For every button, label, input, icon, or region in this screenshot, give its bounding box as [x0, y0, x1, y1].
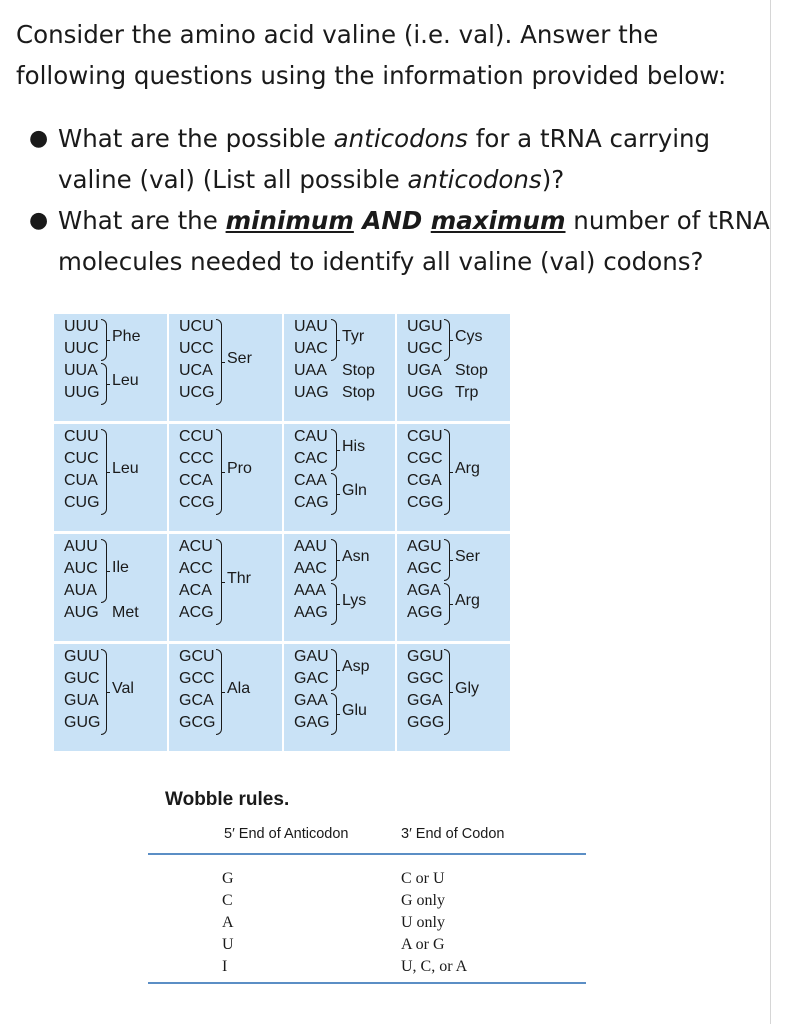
codon-label: UCG — [179, 384, 215, 401]
emphasis-and: AND — [353, 206, 431, 235]
bracket-tip — [106, 472, 110, 473]
codon-label: GAU — [294, 648, 329, 665]
amino-acid-bracket — [444, 583, 450, 625]
question-bullet-min-max — [0, 200, 770, 282]
codon-label: GGU — [407, 648, 444, 665]
codon-label: AUA — [64, 582, 97, 599]
codon-label: GCC — [179, 670, 215, 687]
codon-label: GGA — [407, 692, 443, 709]
amino-acid-bracket — [101, 649, 107, 735]
codon-label: GAC — [294, 670, 329, 687]
amino-acid-label: Ile — [112, 559, 129, 576]
codon-label: UUC — [64, 340, 99, 357]
amino-acid-inline-label: Met — [112, 604, 139, 621]
wobble-codon-pairing: G only — [401, 892, 445, 909]
text: for a tRNA carrying valine (val) (List all possible — [58, 124, 711, 194]
amino-acid-label: Val — [112, 680, 134, 697]
codon-label: CAU — [294, 428, 328, 445]
amino-acid-bracket — [444, 649, 450, 735]
codon-label: AGA — [407, 582, 441, 599]
codon-label: GUA — [64, 692, 99, 709]
codon-label: CUC — [64, 450, 99, 467]
codon-label: GCA — [179, 692, 214, 709]
wobble-codon-pairing: C or U — [401, 870, 445, 887]
wobble-header-anticodon: 5′ End of Anticodon — [224, 826, 349, 842]
bracket-tip — [336, 604, 340, 605]
wobble-bottom-rule — [148, 982, 586, 984]
amino-acid-bracket — [331, 693, 337, 735]
codon-label: UUG — [64, 384, 100, 401]
bracket-tip — [221, 362, 225, 363]
amino-acid-bracket — [444, 429, 450, 515]
amino-acid-label: Phe — [112, 328, 141, 345]
text: )? — [541, 165, 565, 194]
text: What are the possible — [58, 124, 334, 153]
codon-label: UGC — [407, 340, 443, 357]
bracket-tip — [336, 494, 340, 495]
codon-label: GAG — [294, 714, 330, 731]
bracket-tip — [449, 340, 453, 341]
codon-label: UGU — [407, 318, 443, 335]
emphasis-anticodons: anticodons — [407, 165, 542, 194]
question-list — [0, 118, 770, 282]
codon-label: GUU — [64, 648, 100, 665]
codon-label: UGA — [407, 362, 442, 379]
codon-label: AGU — [407, 538, 442, 555]
bracket-tip — [221, 692, 225, 693]
bracket-tip — [449, 560, 453, 561]
codon-label: CCU — [179, 428, 214, 445]
amino-acid-bracket — [216, 319, 222, 405]
codon-label: UCC — [179, 340, 214, 357]
codon-label: UCA — [179, 362, 213, 379]
codon-label: AAC — [294, 560, 327, 577]
emphasis-maximum: maximum — [430, 206, 566, 235]
bracket-tip — [221, 472, 225, 473]
amino-acid-label: Thr — [227, 570, 251, 587]
amino-acid-bracket — [331, 649, 337, 691]
codon-label: CGA — [407, 472, 442, 489]
wobble-anticodon-column — [222, 868, 234, 978]
codon-label: AAA — [294, 582, 327, 599]
codon-label: ACA — [179, 582, 212, 599]
amino-acid-inline-label: Stop — [455, 362, 488, 379]
codon-table — [54, 314, 510, 745]
codon-label: GCG — [179, 714, 216, 731]
codon-label: GAA — [294, 692, 328, 709]
bullet-dot-icon: ● — [29, 208, 49, 233]
amino-acid-inline-label: Stop — [342, 362, 375, 379]
amino-acid-label: Ser — [227, 350, 252, 367]
amino-acid-bracket — [331, 583, 337, 625]
amino-acid-label: Leu — [112, 460, 139, 477]
wobble-anticodon-base: I — [222, 958, 228, 975]
amino-acid-label: Pro — [227, 460, 252, 477]
amino-acid-inline-label: Trp — [455, 384, 479, 401]
amino-acid-bracket — [101, 319, 107, 361]
bracket-tip — [106, 340, 110, 341]
amino-acid-bracket — [101, 539, 107, 603]
amino-acid-label: Tyr — [342, 328, 365, 345]
bracket-tip — [449, 692, 453, 693]
codon-label: GCU — [179, 648, 215, 665]
codon-label: AGC — [407, 560, 442, 577]
amino-acid-bracket — [216, 539, 222, 625]
wobble-anticodon-base: A — [222, 914, 234, 931]
text: What are the — [58, 206, 226, 235]
wobble-title: Wobble rules. — [165, 789, 290, 810]
wobble-anticodon-base: G — [222, 870, 234, 887]
amino-acid-label: Ser — [455, 548, 480, 565]
page-right-border — [770, 0, 771, 1024]
bracket-tip — [449, 472, 453, 473]
bracket-tip — [336, 714, 340, 715]
amino-acid-label: Ala — [227, 680, 251, 697]
codon-label: AUG — [64, 604, 99, 621]
codon-label: CGC — [407, 450, 443, 467]
amino-acid-bracket — [444, 319, 450, 361]
codon-label: GGC — [407, 670, 444, 687]
codon-label: CCC — [179, 450, 214, 467]
amino-acid-label: Cys — [455, 328, 483, 345]
text: number of tRNA molecules needed to identify all valine (val) codons? — [58, 206, 770, 276]
codon-label: CAA — [294, 472, 327, 489]
bracket-tip — [449, 604, 453, 605]
bracket-tip — [106, 384, 110, 385]
codon-label: UCU — [179, 318, 214, 335]
amino-acid-label: Arg — [455, 460, 480, 477]
bracket-tip — [336, 340, 340, 341]
amino-acid-bracket — [101, 363, 107, 405]
amino-acid-bracket — [331, 473, 337, 515]
wobble-codon-pairing: A or G — [401, 936, 445, 953]
amino-acid-bracket — [101, 429, 107, 515]
codon-label: CCG — [179, 494, 215, 511]
codon-label: CCA — [179, 472, 213, 489]
amino-acid-bracket — [331, 539, 337, 581]
amino-acid-label: Leu — [112, 372, 139, 389]
bracket-tip — [336, 450, 340, 451]
codon-label: UGG — [407, 384, 444, 401]
bullet-dot-icon: ● — [29, 126, 49, 151]
codon-label: UAG — [294, 384, 329, 401]
codon-label: AAG — [294, 604, 328, 621]
codon-label: UUU — [64, 318, 99, 335]
codon-label: CUU — [64, 428, 99, 445]
wobble-codon-column — [401, 868, 467, 978]
wobble-codon-pairing: U, C, or A — [401, 958, 468, 975]
amino-acid-label: His — [342, 438, 366, 455]
codon-label: UUA — [64, 362, 98, 379]
amino-acid-label: Glu — [342, 702, 367, 719]
codon-label: CGU — [407, 428, 443, 445]
codon-label: AAU — [294, 538, 327, 555]
amino-acid-label: Lys — [342, 592, 367, 609]
wobble-codon-pairing: U only — [401, 914, 445, 931]
amino-acid-bracket — [216, 429, 222, 515]
codon-label: CAG — [294, 494, 329, 511]
wobble-header-codon: 3′ End of Codon — [401, 826, 505, 842]
codon-label: ACG — [179, 604, 214, 621]
wobble-anticodon-base: U — [222, 936, 234, 953]
amino-acid-bracket — [331, 429, 337, 471]
codon-label: UAU — [294, 318, 328, 335]
amino-acid-label: Asn — [342, 548, 370, 565]
bracket-tip — [106, 692, 110, 693]
amino-acid-inline-label: Stop — [342, 384, 375, 401]
question-intro: Consider the amino acid valine (i.e. val). Answer the following questions using the information provided below: — [16, 20, 727, 90]
amino-acid-label: Gln — [342, 482, 367, 499]
codon-label: GUC — [64, 670, 100, 687]
amino-acid-label: Arg — [455, 592, 480, 609]
codon-label: ACC — [179, 560, 213, 577]
amino-acid-bracket — [444, 539, 450, 581]
codon-label: CUG — [64, 494, 100, 511]
codon-label: AUC — [64, 560, 98, 577]
question-bullet-anticodons — [0, 118, 770, 200]
codon-label: CGG — [407, 494, 444, 511]
amino-acid-bracket — [216, 649, 222, 735]
codon-label: UAC — [294, 340, 328, 357]
wobble-top-rule — [148, 853, 586, 855]
emphasis-minimum: minimum — [225, 206, 354, 235]
codon-label: UAA — [294, 362, 327, 379]
codon-label: GGG — [407, 714, 445, 731]
emphasis-anticodons: anticodons — [333, 124, 468, 153]
wobble-anticodon-base: C — [222, 892, 233, 909]
amino-acid-label: Asp — [342, 658, 370, 675]
codon-label: AUU — [64, 538, 98, 555]
bracket-tip — [336, 560, 340, 561]
bracket-tip — [336, 670, 340, 671]
codon-label: AGG — [407, 604, 443, 621]
bracket-tip — [221, 582, 225, 583]
codon-label: CAC — [294, 450, 328, 467]
amino-acid-bracket — [331, 319, 337, 361]
codon-label: CUA — [64, 472, 98, 489]
codon-label: GUG — [64, 714, 101, 731]
codon-label: ACU — [179, 538, 213, 555]
bracket-tip — [106, 571, 110, 572]
amino-acid-label: Gly — [455, 680, 479, 697]
